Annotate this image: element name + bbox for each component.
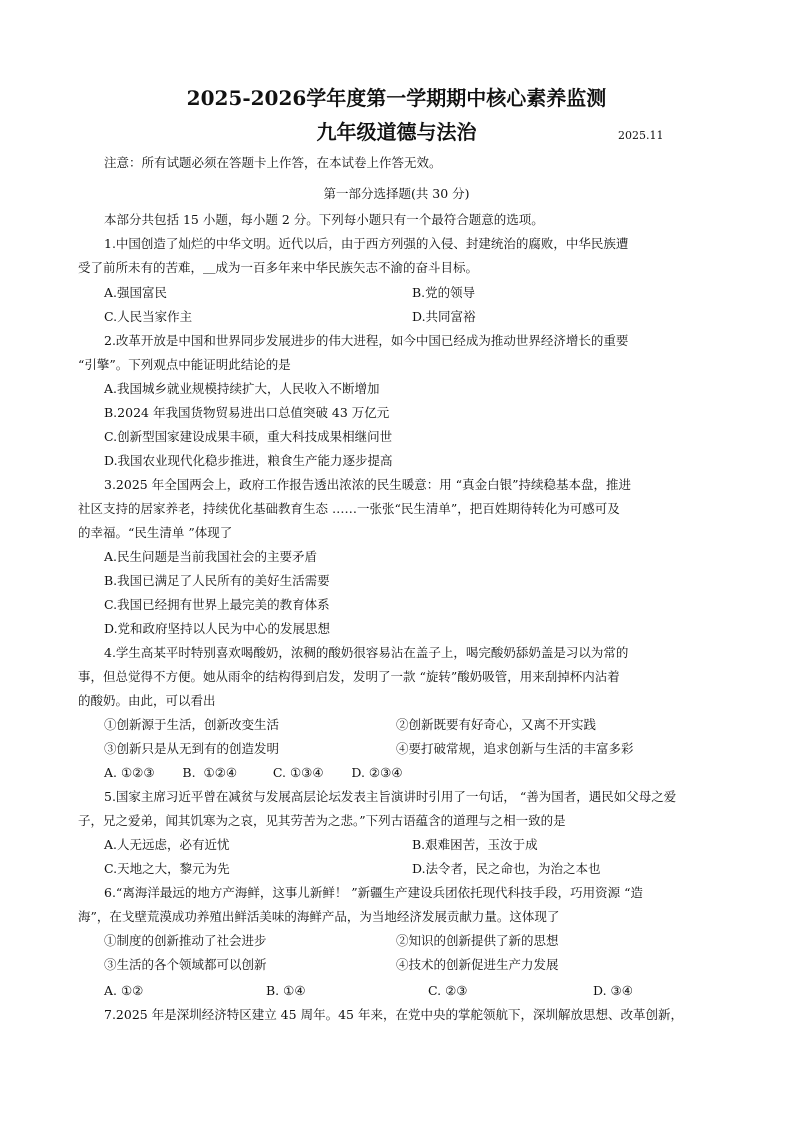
q4-stem-line1: 4.学生高某平时特别喜欢喝酸奶，浓稠的酸奶很容易沾在盖子上，喝完酸奶舔奶盖是习以为常的	[104, 645, 629, 660]
q3-option-c: C.我国已经拥有世界上最完美的教育体系	[104, 597, 330, 612]
q1-stem-line2: 受了前所未有的苦难，＿成为一百多年来中华民族矢志不渝的奋斗目标。	[78, 260, 479, 275]
q2-option-c: C.创新型国家建设成果丰硕，重大科技成果相继问世	[104, 429, 393, 444]
q6-option-a: A. ①②	[104, 983, 144, 998]
q1-option-a: A.强国富民	[104, 285, 168, 300]
q4-statement-2: ②创新既要有好奇心，又离不开实践	[396, 717, 597, 732]
q1-option-c: C.人民当家作主	[104, 309, 193, 324]
q4-statement-1: ①创新源于生活，创新改变生活	[104, 717, 280, 732]
q5-option-a: A.人无远虑，必有近忧	[104, 837, 230, 852]
q6-statement-2: ②知识的创新提供了新的思想	[396, 933, 559, 948]
q6-stem-line2: 海”，在戈壁荒漠成功养殖出鲜活美味的海鲜产品，为当地经济发展贡献力量。这体现了	[78, 909, 560, 924]
q2-stem-line1: 2.改革开放是中国和世界同步发展进步的伟大进程，如今中国已经成为推动世界经济增长的重要	[104, 333, 629, 348]
q4-options: A. ①②③ B. ①②④ C. ①③④ D. ②③④	[104, 765, 403, 780]
q6-statement-1: ①制度的创新推动了社会进步	[104, 933, 267, 948]
q6-option-d: D. ③④	[593, 983, 633, 998]
q3-option-a: A.民生问题是当前我国社会的主要矛盾	[104, 549, 318, 564]
q3-option-d: D.党和政府坚持以人民为中心的发展思想	[104, 621, 331, 636]
section-intro: 本部分共包括 15 小题，每小题 2 分。下列每小题只有一个最符合题意的选项。	[104, 212, 544, 227]
q6-statement-3: ③生活的各个领域都可以创新	[104, 957, 267, 972]
q3-stem-line1: 3.2025 年全国两会上，政府工作报告透出浓浓的民生暖意：用 “真金白银”持续稳基本盘，推进	[104, 477, 631, 492]
q5-option-c: C.天地之大，黎元为先	[104, 861, 230, 876]
q2-stem-line2: “引擎”。下列观点中能证明此结论的是	[78, 357, 291, 372]
q7-stem-line1: 7.2025 年是深圳经济特区建立 45 周年。45 年来，在党中央的掌舵领航下，深圳解放思想、改革创新，	[104, 1007, 683, 1022]
q1-option-b: B.党的领导	[412, 285, 476, 300]
exam-notice: 注意：所有试题必须在答题卡上作答，在本试卷上作答无效。	[104, 155, 442, 170]
q5-stem-line2: 子，兄之爱弟，闻其饥寒为之哀，见其劳苦为之悲。”下列古语蕴含的道理与之相一致的是	[78, 813, 566, 828]
q5-stem-line1: 5.国家主席习近平曾在减贫与发展高层论坛发表主旨演讲时引用了一句话， “善为国者，遇民如父母之爱	[104, 789, 677, 804]
q4-stem-line2: 事，但总觉得不方便。她从雨伞的结构得到启发，发明了一款 “旋转”酸奶吸管，用来刮掉杯内沾着	[78, 669, 620, 684]
q2-option-d: D.我国农业现代化稳步推进，粮食生产能力逐步提高	[104, 453, 393, 468]
q3-stem-line2: 社区支持的居家养老，持续优化基础教育生态 ……一张张“民生清单”，把百姓期待转化为可感可及	[78, 501, 620, 516]
exam-subject: 九年级道德与法治	[316, 120, 477, 144]
q6-option-c: C. ②③	[428, 983, 468, 998]
q6-statement-4: ④技术的创新促进生产力发展	[396, 957, 559, 972]
q6-stem-line1: 6.“离海洋最远的地方产海鲜，这事儿新鲜！ ”新疆生产建设兵团依托现代科技手段，巧用资源 “造	[104, 885, 644, 900]
q5-option-d: D.法令者，民之命也，为治之本也	[412, 861, 601, 876]
q5-option-b: B.艰难困苦，玉汝于成	[412, 837, 538, 852]
q4-statement-3: ③创新只是从无到有的创造发明	[104, 741, 280, 756]
q2-option-b: B.2024 年我国货物贸易进出口总值突破 43 万亿元	[104, 405, 390, 420]
q6-option-b: B. ①④	[266, 983, 306, 998]
q3-option-b: B.我国已满足了人民所有的美好生活需要	[104, 573, 330, 588]
q1-stem-line1: 1.中国创造了灿烂的中华文明。近代以后，由于西方列强的入侵、封建统治的腐败，中华民族遭	[104, 236, 629, 251]
section-title: 第一部分选择题(共 30 分)	[323, 186, 470, 201]
q2-option-a: A.我国城乡就业规模持续扩大，人民收入不断增加	[104, 381, 380, 396]
q4-stem-line3: 的酸奶。由此，可以看出	[78, 693, 216, 708]
q4-statement-4: ④要打破常规，追求创新与生活的丰富多彩	[396, 741, 634, 756]
q3-stem-line3: 的幸福。“民生清单 ”体现了	[78, 525, 233, 540]
exam-date: 2025.11	[618, 129, 664, 142]
exam-title: 2025-2026学年度第一学期期中核心素养监测	[186, 86, 607, 110]
q1-option-d: D.共同富裕	[412, 309, 476, 324]
